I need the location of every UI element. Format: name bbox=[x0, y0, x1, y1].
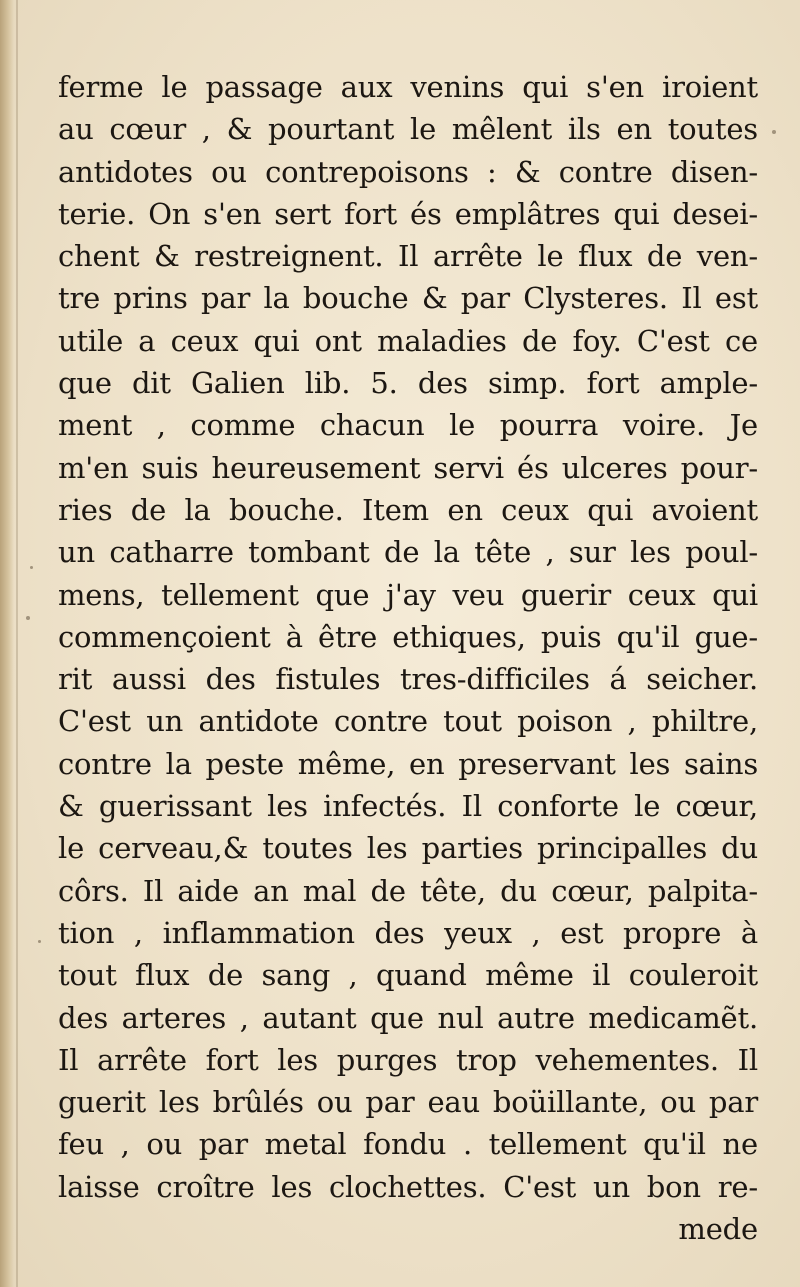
page-text-block bbox=[58, 66, 758, 1250]
text-line: guerit les brûlés ou par eau boüillante, ou par bbox=[58, 1085, 758, 1120]
text-line: C'est un antidote contre tout poison , philtre, bbox=[58, 704, 758, 739]
text-line: ment , comme chacun le pourra voire. Je bbox=[58, 408, 758, 443]
text-line: commençoient à être ethiques, puis qu'il gue- bbox=[58, 619, 758, 654]
text-line: antidotes ou contrepoisons : & contre disen- bbox=[58, 154, 758, 189]
paper-speck bbox=[30, 566, 33, 569]
text-line: côrs. Il aide an mal de tête, du cœur, palpita- bbox=[58, 873, 758, 908]
page-gutter bbox=[0, 0, 14, 1287]
text-line: chent & restreignent. Il arrête le flux de ven- bbox=[58, 239, 758, 274]
text-line: Il arrête fort les purges trop vehementes. Il bbox=[58, 1042, 758, 1077]
text-line: terie. On s'en sert fort és emplâtres qui desei- bbox=[58, 196, 758, 231]
paper-speck bbox=[772, 130, 776, 134]
text-line: le cerveau,& toutes les parties principalles du bbox=[58, 831, 758, 866]
text-line: rit aussi des fistules tres-difficiles á seicher. bbox=[58, 662, 758, 697]
paper-speck bbox=[26, 616, 30, 620]
paper-speck bbox=[38, 940, 41, 943]
text-line: utile a ceux qui ont maladies de foy. C'est ce bbox=[58, 323, 758, 358]
text-line: ries de la bouche. Item en ceux qui avoient bbox=[58, 492, 758, 527]
text-line: au cœur , & pourtant le mêlent ils en toutes bbox=[58, 112, 758, 147]
text-line: mens, tellement que j'ay veu guerir ceux qui bbox=[58, 577, 758, 612]
catchword: mede bbox=[678, 1212, 758, 1247]
text-line: tre prins par la bouche & par Clysteres. Il est bbox=[58, 281, 758, 316]
text-line: ferme le passage aux venins qui s'en iroient bbox=[58, 70, 758, 104]
text-line: & guerissant les infectés. Il conforte le cœur, bbox=[58, 789, 758, 824]
text-line: que dit Galien lib. 5. des simp. fort ample- bbox=[58, 366, 758, 401]
text-line: tout flux de sang , quand même il couleroit bbox=[58, 958, 758, 993]
text-line: feu , ou par metal fondu . tellement qu'il ne bbox=[58, 1127, 758, 1162]
binding-edge bbox=[16, 0, 18, 1287]
text-line: des arteres , autant que nul autre medicamẽt. bbox=[58, 1000, 758, 1035]
text-line: un catharre tombant de la tête , sur les poul- bbox=[58, 535, 758, 570]
text-line: tion , inflammation des yeux , est propre à bbox=[58, 915, 758, 950]
text-line: laisse croître les clochettes. C'est un bon re- bbox=[58, 1169, 758, 1204]
text-line: contre la peste même, en preservant les sains bbox=[58, 746, 758, 781]
text-line: m'en suis heureusement servi és ulceres pour- bbox=[58, 450, 758, 485]
